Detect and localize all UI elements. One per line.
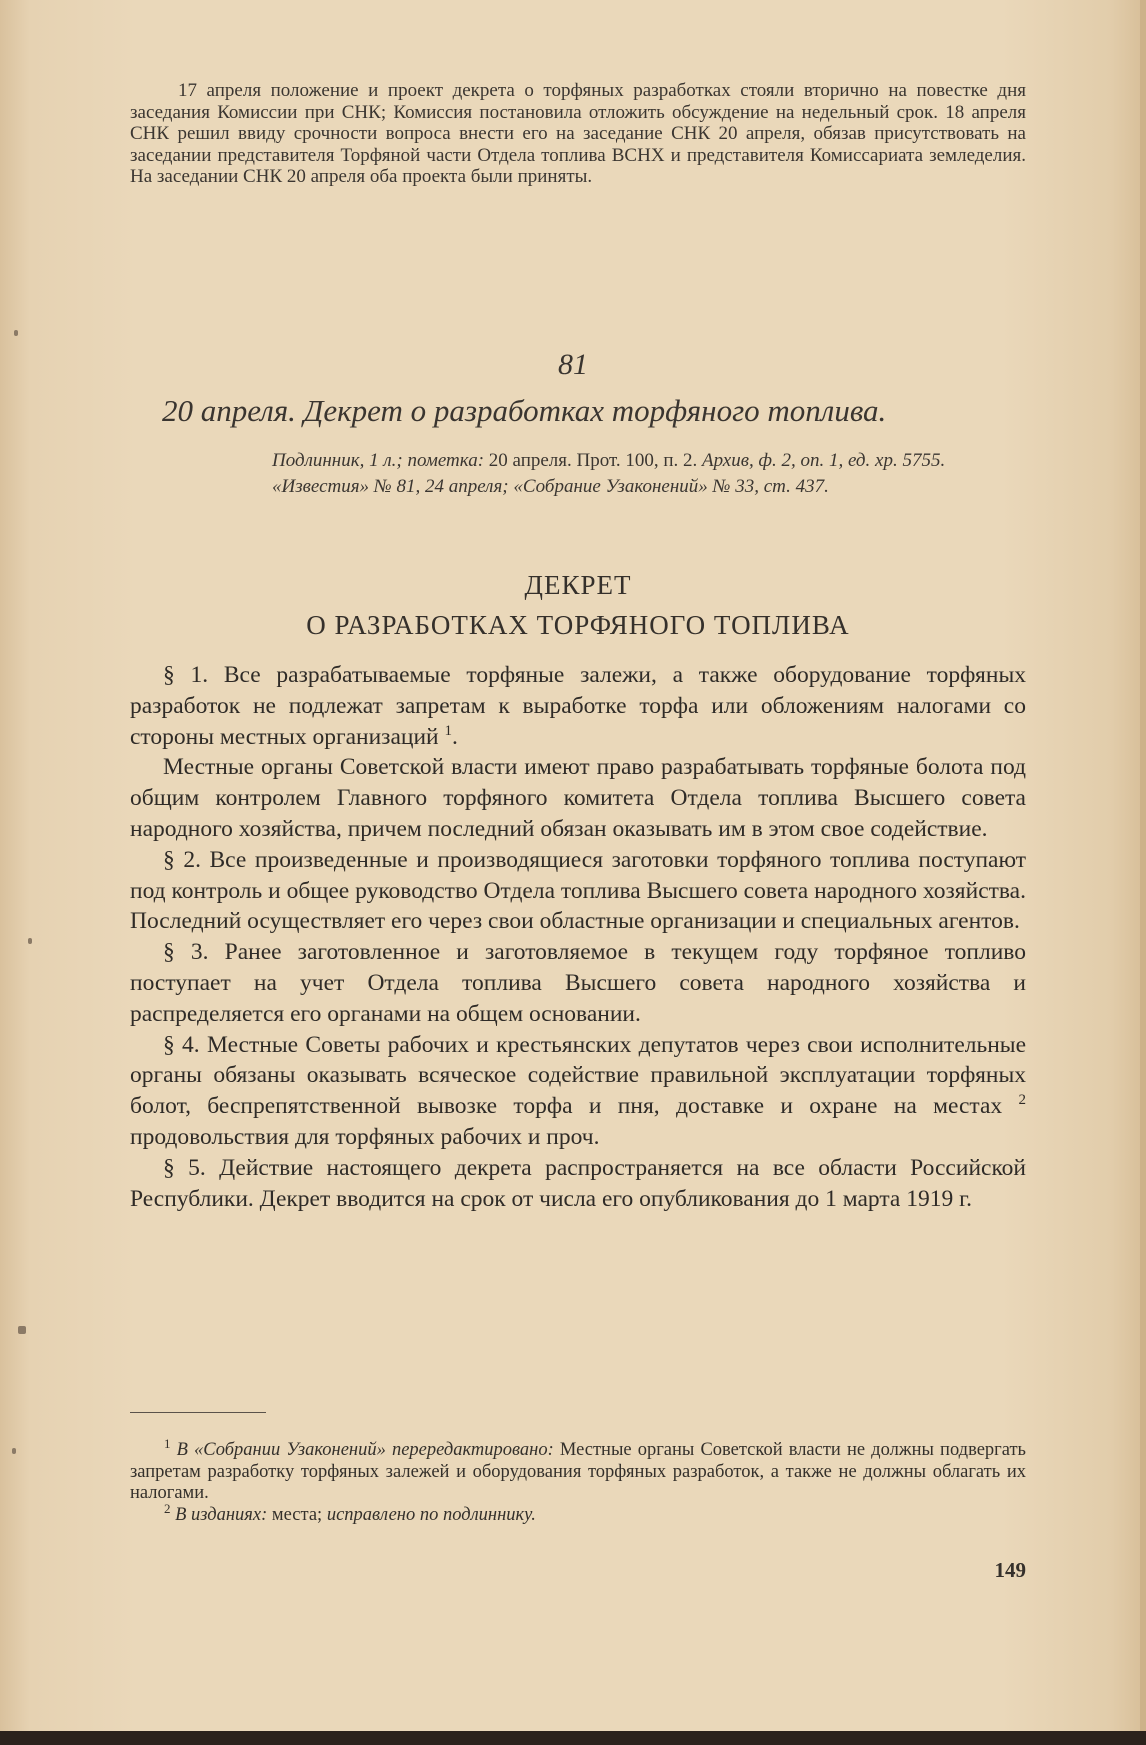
source-line-1 xyxy=(220,448,1026,474)
intro-paragraph: 17 апреля положение и проект декрета о торфяных разработках стояли вторично на повестке дня заседания Комиссии при СНК; Комиссия постановила отложить обсуждение на недельный срок. 18 апреля СНК решил ввиду срочности вопроса внести его на заседание СНК 20 апреля, обязав присутствовать на заседании представителя Торфяной части Отдела топлива ВСНХ и представителя Комиссариата земледелия. На заседании СНК 20 апреля оба проекта были приняты. xyxy=(130,80,1026,187)
decree-heading xyxy=(130,565,1026,645)
footnote-correction: исправлено по подлиннику. xyxy=(326,1504,536,1525)
decree-paragraph-2: Местные органы Советской власти имеют право разрабатывать торфяные болота под общим контролем Главного торфяного комитета Отдела топлива Высшего совета народного хозяйства, причем последний обязан оказывать им в этом свое содействие. xyxy=(130,754,1026,842)
source-line-2: «Известия» № 81, 24 апреля; «Собрание Узаконений» № 33, ст. 437. xyxy=(272,475,829,497)
footnote-label: В «Собрании Узаконений» перередактировано: xyxy=(170,1440,554,1460)
paper-speck xyxy=(28,938,32,944)
page-edge xyxy=(1140,0,1146,1745)
paper-speck xyxy=(14,330,18,336)
footnotes xyxy=(130,1435,1026,1526)
footnote-2 xyxy=(130,1500,1026,1527)
source-reference xyxy=(272,448,1026,499)
paragraph-text: § 4. Местные Советы рабочих и крестьянских депутатов через свои исполнительные органы обязаны оказывать всяческое содействие правильной эксплуатации торфяных болот, беспрепятственной вывозке торфа и пня, доставке и охране на местах xyxy=(130,1031,1026,1120)
document-title: 20 апреля. Декрет о разработках торфяного топлива. xyxy=(162,393,887,428)
decree-paragraph-4: § 3. Ранее заготовленное и заготовляемое в текущем году торфяное топливо поступает на учет Отдела топлива Высшего совета народного хозяйства и распределяется его органами на общем основании. xyxy=(130,939,1026,1027)
footnote-text: места; xyxy=(267,1504,327,1525)
scan-bottom-edge xyxy=(0,1731,1146,1745)
paper-speck xyxy=(12,1448,16,1454)
document-number: 81 xyxy=(558,348,588,381)
paragraph-text: продовольствия для торфяных рабочих и проч. xyxy=(130,1123,600,1150)
page-number: 149 xyxy=(994,1558,1026,1582)
decree-paragraph-5 xyxy=(130,1030,1026,1153)
footnote-ref-1: 1 xyxy=(444,722,452,739)
footnote-text: Местные органы Советской власти не должны подвергать запретам разработку торфяных залежей и оборудования торфяных разработок, а также не должны облагать их налогами. xyxy=(130,1440,1026,1503)
decree-body xyxy=(130,660,1026,1214)
source-original-label: Подлинник, 1 л.; пометка: xyxy=(272,450,485,471)
paragraph-end: . xyxy=(452,723,458,750)
footnote-ref-2: 2 xyxy=(1018,1092,1026,1109)
decree-paragraph-6: § 5. Действие настоящего декрета распространяется на все области Российской Республики. Декрет вводится на срок от числа его опубликования до 1 марта 1919 г. xyxy=(130,1154,1026,1212)
paragraph-text: § 1. Все разрабатываемые торфяные залежи, а также оборудование торфяных разработок не подлежат запретам к выработке торфа или обложениям налогами со стороны местных организаций xyxy=(130,662,1026,750)
footnote-divider xyxy=(130,1412,266,1413)
decree-paragraph-1 xyxy=(130,660,1026,752)
paper-speck xyxy=(18,1326,26,1334)
footnote-label: В изданиях: xyxy=(170,1504,268,1525)
decree-heading-word: ДЕКРЕТ xyxy=(524,570,632,600)
footnote-mark: 2 xyxy=(164,1500,171,1516)
footnote-mark: 1 xyxy=(164,1435,171,1451)
decree-heading-subject: О РАЗРАБОТКАХ ТОРФЯНОГО ТОПЛИВА xyxy=(306,610,850,640)
footnote-1 xyxy=(130,1435,1026,1505)
source-protocol: 20 апреля. Прот. 100, п. 2. xyxy=(484,450,703,471)
source-archive: Архив, ф. 2, оп. 1, ед. хр. 5755. xyxy=(702,450,946,471)
decree-paragraph-3: § 2. Все произведенные и производящиеся заготовки торфяного топлива поступают под контроль и общее руководство Отдела топлива Высшего совета народного хозяйства. Последний осуществляет его через свои областные организации и специальных агентов. xyxy=(130,846,1026,935)
